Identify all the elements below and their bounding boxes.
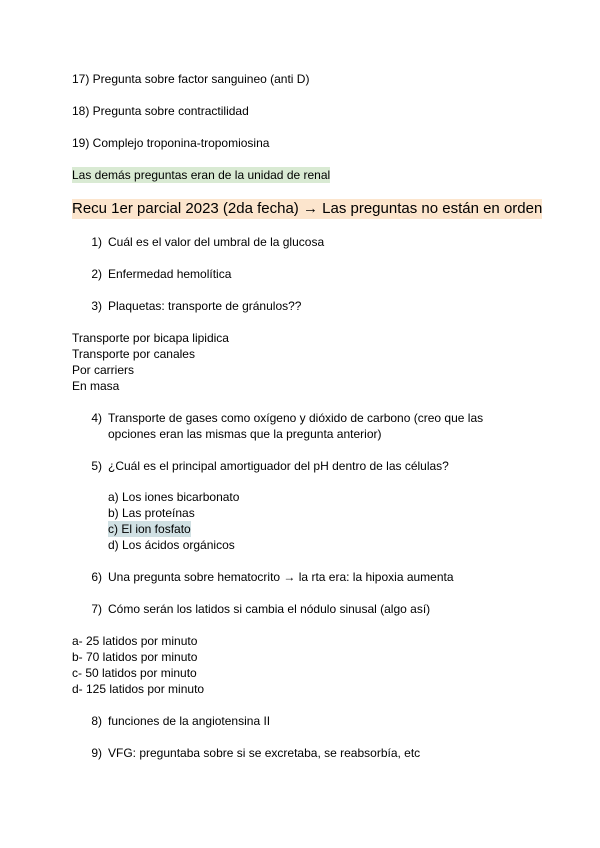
buffer-option: b) Las proteínas: [108, 506, 195, 520]
item-5-number: 5): [91, 459, 102, 473]
transport-option: Por carriers: [72, 363, 135, 377]
question-19: 19) Complejo troponina-tropomiosina: [72, 136, 270, 150]
item-7-text: Cómo serán los latidos si cambia el nódulo sinusal (algo así): [108, 602, 431, 616]
buffer-option-highlighted: c) El ion fosfato: [108, 522, 191, 536]
item-1-text: Cuál es el valor del umbral de la glucosa: [108, 235, 325, 249]
buffer-option: d) Los ácidos orgánicos: [108, 538, 235, 552]
question-18: 18) Pregunta sobre contractilidad: [72, 104, 249, 118]
transport-option: Transporte por canales: [72, 347, 195, 361]
item-4-text: Transporte de gases como oxígeno y dióxido de carbono (creo que las: [108, 411, 484, 425]
beats-option: b- 70 latidos por minuto: [72, 650, 198, 664]
item-4-text-continued: opciones eran las mismas que la pregunta anterior): [108, 427, 382, 441]
item-2-number: 2): [91, 267, 102, 281]
beats-option: a- 25 latidos por minuto: [72, 634, 198, 648]
transport-option: En masa: [72, 379, 120, 393]
question-17: 17) Pregunta sobre factor sanguineo (anti D): [72, 72, 310, 86]
item-9-text: VFG: preguntaba sobre si se excretaba, se reabsorbía, etc: [108, 746, 421, 760]
item-3-number: 3): [91, 299, 102, 313]
beats-option: c- 50 latidos por minuto: [72, 666, 197, 680]
item-8-text: funciones de la angiotensina II: [108, 714, 271, 728]
buffer-option: a) Los iones bicarbonato: [108, 490, 240, 504]
item-8-number: 8): [91, 714, 102, 728]
renal-note: Las demás preguntas eran de la unidad de renal: [72, 168, 331, 182]
item-1-number: 1): [91, 235, 102, 249]
beats-option: d- 125 latidos por minuto: [72, 682, 205, 696]
item-4-number: 4): [91, 411, 102, 425]
section-title: Recu 1er parcial 2023 (2da fecha) → Las preguntas no están en orden: [72, 200, 543, 217]
item-6-number: 6): [91, 570, 102, 584]
item-2-text: Enfermedad hemolítica: [108, 267, 232, 281]
item-6-text: Una pregunta sobre hematocrito → la rta era: la hipoxia aumenta: [108, 570, 454, 584]
transport-option: Transporte por bicapa lipidica: [72, 331, 229, 345]
item-9-number: 9): [91, 746, 102, 760]
item-7-number: 7): [91, 602, 102, 616]
item-5-text: ¿Cuál es el principal amortiguador del pH dentro de las células?: [108, 459, 449, 473]
item-3-text: Plaquetas: transporte de gránulos??: [108, 299, 302, 313]
